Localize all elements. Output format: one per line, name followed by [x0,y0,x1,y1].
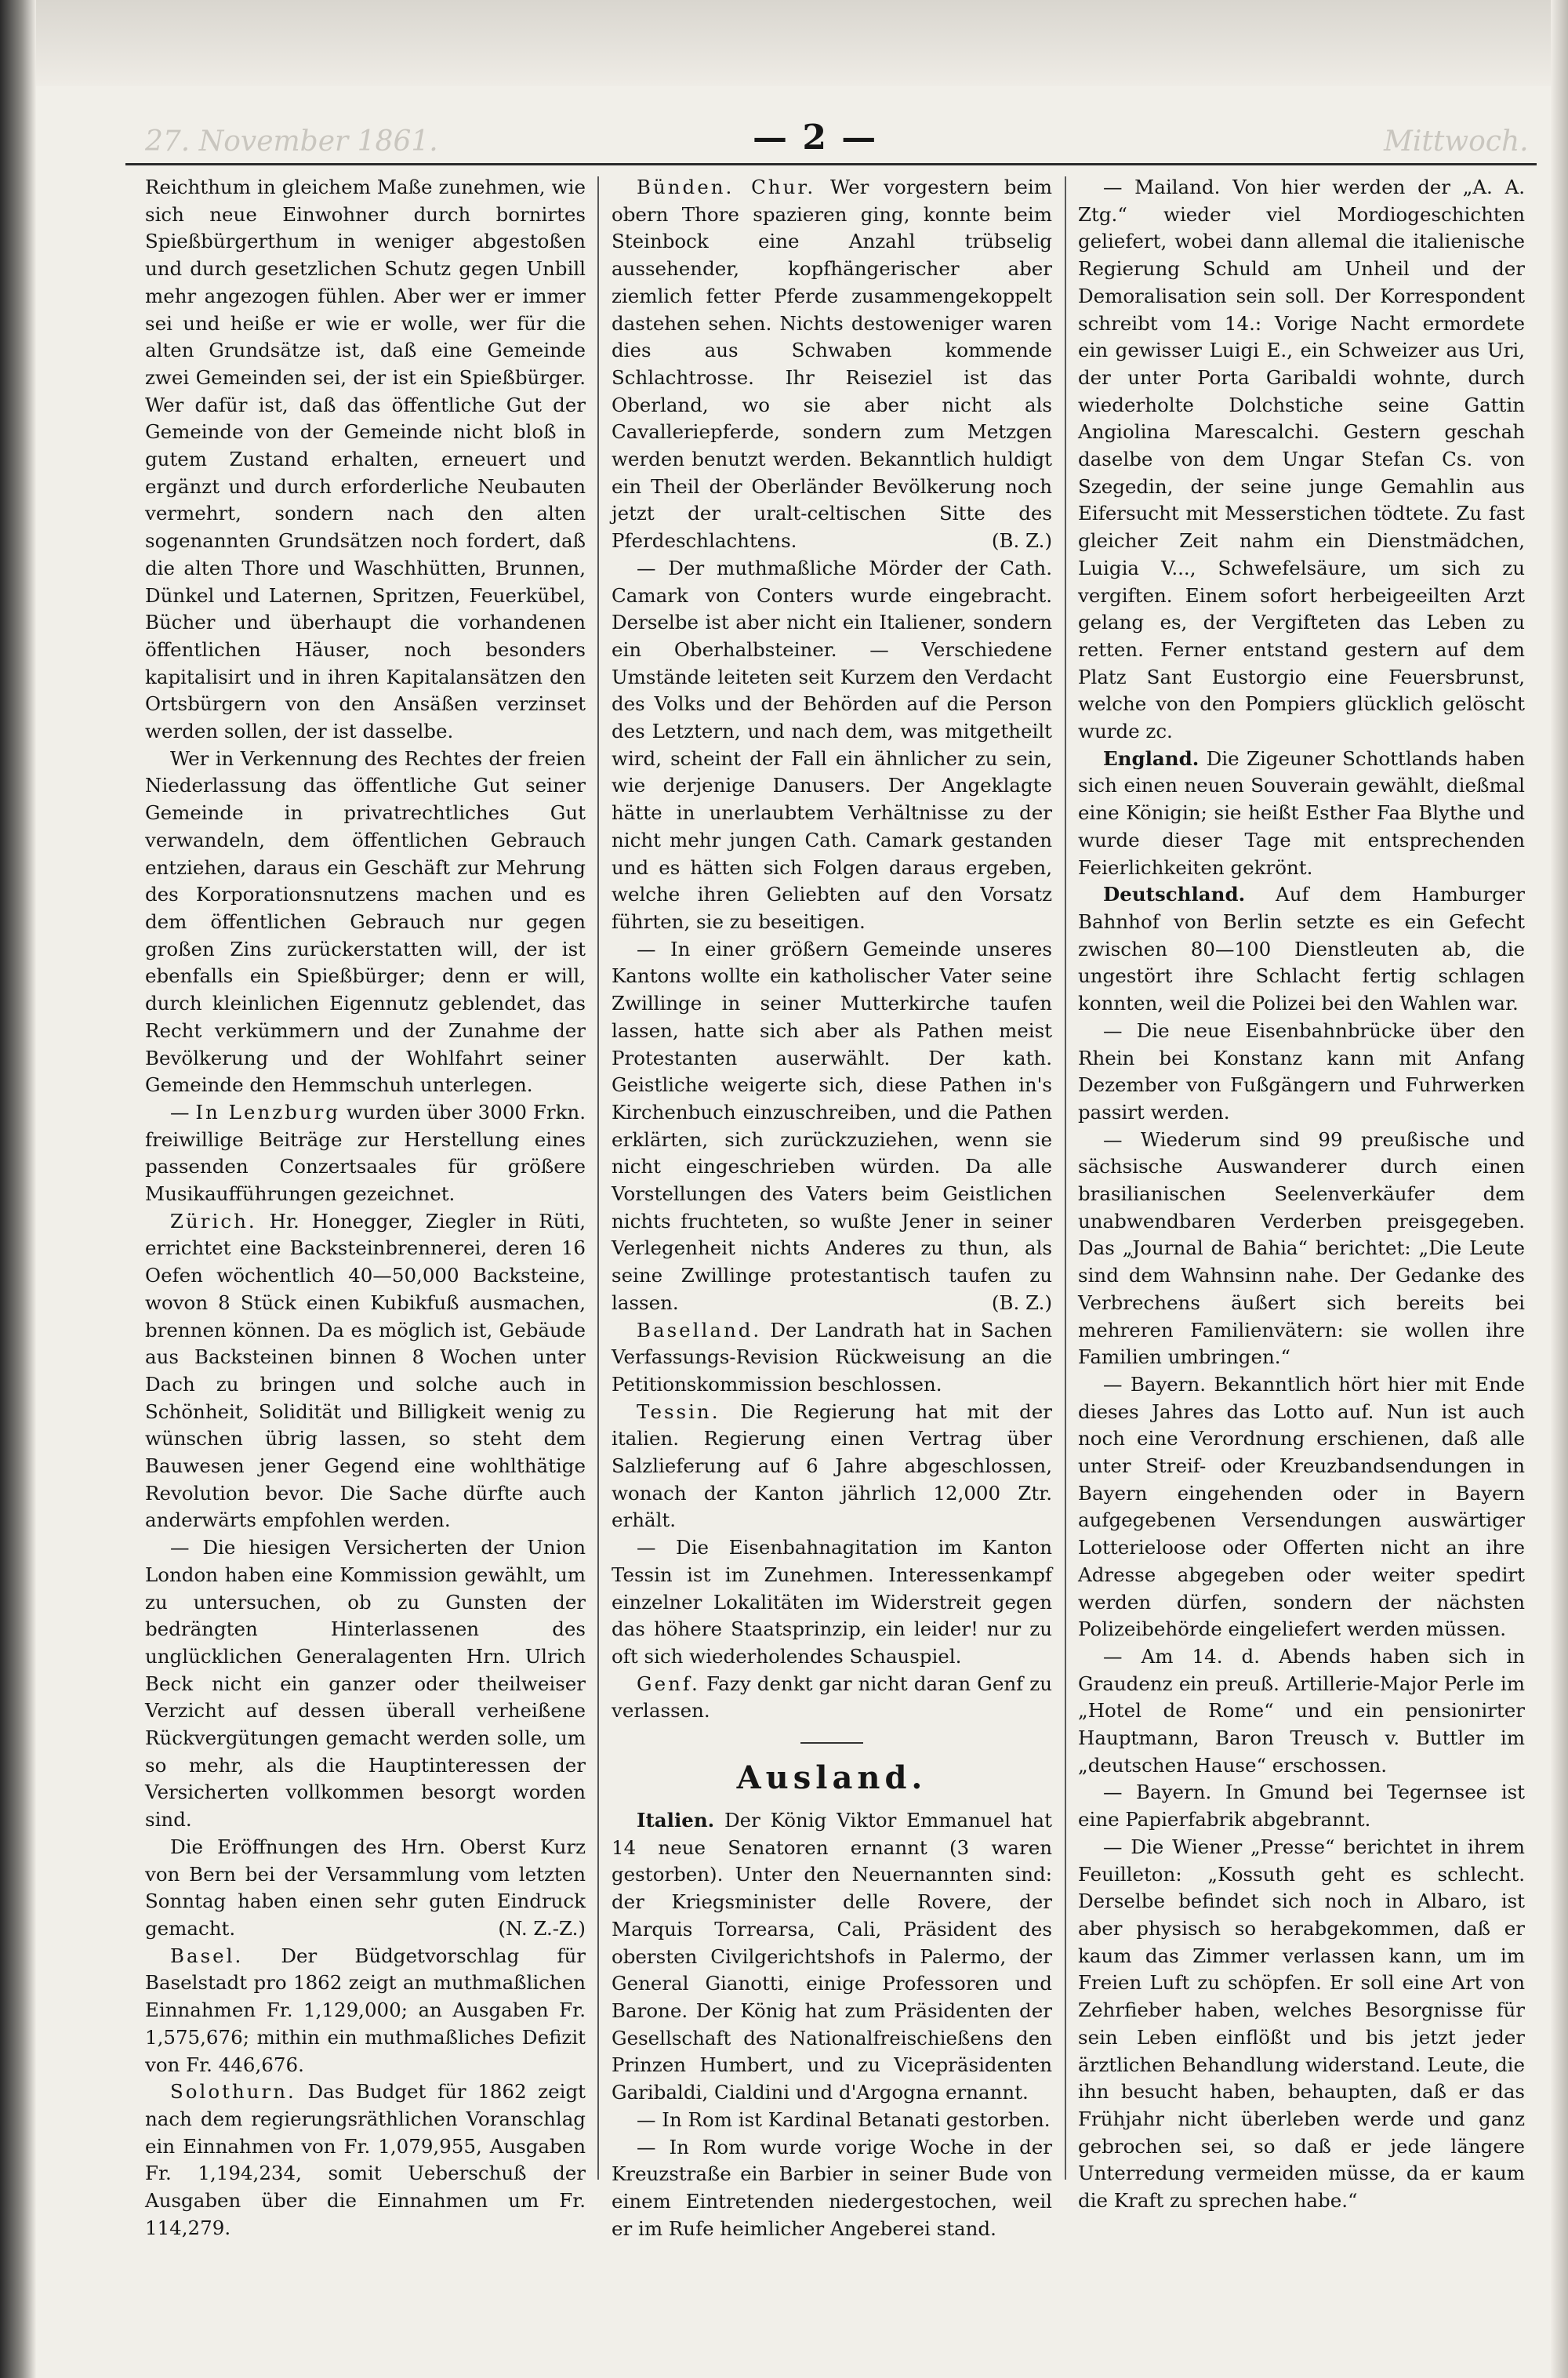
column-divider-2 [1065,176,1066,2180]
source-signature: (B. Z.) [991,1291,1052,1314]
page-number: — 2 — [753,118,878,158]
article-head: Genf. [637,1672,700,1695]
article-paragraph: — Bayern. In Gmund bei Tegernsee ist eine Papierfabrik abgebrannt. [1078,1781,1525,1832]
article-head: Baselland. [637,1318,762,1341]
bleed-through-weekday: Mittwoch. [1384,125,1529,158]
article-head: Tessin. [637,1400,720,1423]
article-paragraph: — In Lenzburg wurden über 3000 Frkn. freiwillige Beiträge zur Herstellung eines passenden Conzertsaales für größere Musikaufführungen gezeichnet. [145,1100,586,1206]
column-divider-1 [597,176,599,2180]
scan-edge-left [0,0,36,2378]
header-rule [125,163,1537,165]
article-paragraph: — Am 14. d. Abends haben sich in Graudenz ein preuß. Artillerie-Major Perle im „Hotel de Rome“ und ein pensionirter Hauptmann, Baron Treusch v. Buttler im „deutschen Hause“ erschossen. [1078,1644,1525,1777]
source-signature: (N. Z.-Z.) [498,1917,586,1940]
article-paragraph: England. Die Zigeuner Schottlands haben sich einen neuen Souverain gewählt, dießmal eine Königin; sie heißt Esther Faa Blythe und wurde dieser Tage mit entsprechenden Feierlichkeiten gekrönt. [1078,746,1525,879]
article-head: Deutschland. [1103,883,1246,906]
column-2 [612,174,1053,2240]
article-paragraph: Deutschland. Auf dem Hamburger Bahnhof von Berlin setzte es ein Gefecht zwischen 80—100 Dienstleuten ab, die ungestört ihre Schlacht fertig schlagen konnten, weil die Polizei bei den Wahlen war. [1078,883,1525,1015]
article-head: Solothurn. [170,2080,296,2104]
article-paragraph: — Die neue Eisenbahnbrücke über den Rhein bei Konstanz kann mit Anfang Dezember von Fußgängern und Fuhrwerken passirt werden. [1078,1018,1525,1124]
article-paragraph: — Mailand. Von hier werden der „A. A. Ztg.“ wieder viel Mordiogeschichten geliefert, wobei dann allemal die italienische Regierung Schuld am Unheil und der Demoralisation sein soll. Der Korrespondent schreibt vom 14.: Vorige Nacht ermordete ein gewisser Luigi E., ein Schweizer aus Uri, der unter Porta Garibaldi wohnte, durch wiederholte Dolchstiche seine Gattin Angiolina Marescalchi. Gestern geschah daselbe von dem Ungar Stefan Cs. von Szegedin, der seine junge Gemahlin aus Eifersucht mit Messerstichen tödtete. Zu fast gleicher Zeit nahm ein Dienstmädchen, Luigia V..., Schwefelsäure, um sich zu vergiften. Einem sofort herbeigeeilten Arzt gelang es, der Vergifteten das Leben zu retten. Ferner entstand gestern auf dem Platz Sant Eustorgio eine Feuersbrunst, welche von den Pompiers glücklich gelöscht wurde zc. [1078,176,1525,743]
article-paragraph: — Die hiesigen Versicherten der Union London haben eine Kommission gewählt, um zu untersuchen, ob zu Gunsten der bedrängten Hinterlassenen des unglücklichen Generalagenten Hrn. Ulrich Beck nicht ein ganzer oder theilweiser Verzicht auf dessen überall verheißene Rückvergütungen gemacht werden solle, um so mehr, als die Hauptinteressen der Versicherten vollkommen besorgt worden sind. [145,1536,586,1832]
article-paragraph: Genf. Fazy denkt gar nicht daran Genf zu verlassen. [612,1672,1052,1723]
article-paragraph: Baselland. Der Landrath hat in Sachen Verfassungs-Revision Rückweisung an die Petitionskommission beschlossen. [612,1318,1052,1396]
column-3 [1078,174,1525,2213]
article-paragraph: Wer in Verkennung des Rechtes der freien Niederlassung das öffentliche Gut seiner Gemeinde in privatrechtliches Gut verwandeln, dem öffentlichen Gebrauch entziehen, daraus ein Geschäft zur Mehrung des Korporationsnutzens machen und es dem öffentlichen Gebrauch nur gegen großen Zins zurückerstatten will, der ist ebenfalls ein Spießbürger; denn er will, durch kleinlichen Eigennutz geblendet, das Recht verkümmern und der Zunahme der Bevölkerung und der Wohlfahrt seiner Gemeinde den Hemmschuh unterlegen. [145,746,586,1097]
article-paragraph: Die Eröffnungen des Hrn. Oberst Kurz von Bern bei der Versammlung vom letzten Sonntag haben einen sehr guten Eindruck gemacht. (N. Z.-Z.) [145,1834,586,1943]
article-head: Bünden. Chur. [637,176,816,198]
article-paragraph: — In Rom ist Kardinal Betanati gestorben. [637,2108,1051,2131]
article-head: England. [1103,746,1200,770]
article-paragraph: — Der muthmaßliche Mörder der Cath. Camark von Conters wurde eingebracht. Derselbe ist aber nicht ein Italiener, sondern ein Oberhalbsteiner. — Verschiedene Umstände leiteten seit Kurzem den Verdacht des Volks und der Behörden auf die Person des Letztern, und nach dem, was mitgetheilt wird, scheint der Fall ein ähnlicher zu sein, wie derjenige Danusers. Der Angeklagte hätte in unerlaubtem Verhältnisse zu der nicht mehr jungen Cath. Camark gestanden und es hätten sich Folgen daraus ergeben, welche ihren Geliebten auf den Vorsatz führten, sie zu beseitigen. [612,556,1052,933]
article-paragraph: Reichthum in gleichem Maße zunehmen, wie sich neue Einwohner durch bornirtes Spießbürgerthum in weniger abgestoßen und durch gesetzlichen Schutz gegen Unbill mehr angezogen fühlen. Aber wer er immer sei und heiße er wie er wolle, wer für die alten Grundsätze ist, daß eine Gemeinde zwei Gemeinden sei, der ist ein Spießbürger. Wer dafür ist, daß das öffentliche Gut der Gemeinde von der Gemeinde nicht bloß in gutem Zustand erhalten, erneuert und ergänzt und durch erforderliche Neubauten vermehrt, sondern nach den alten sogenannten Grundsätzen noch fordert, daß die alten Thore und Waschhütten, Brunnen, Dünkel und Laternen, Spritzen, Feuerkübel, Bücher und überhaupt die vorhandenen öffentlichen Häuser, noch besonders kapitalisirt und in ihren Kapitalansätzen den Ortsbürgern von den Ansäßen verzinset werden sollen, der ist dasselbe. [145,176,586,743]
bleed-through-date: 27. November 1861. [145,125,438,158]
article-paragraph: — Bayern. Bekanntlich hört hier mit Ende dieses Jahres das Lotto auf. Nun ist auch noch eine Verordnung erschienen, daß alle unter Streif- oder Kreuzbandsendungen in Bayern eingehenden oder in Bayern aufgegebenen Versendungen auswärtiger Lotterieloose oder Offerten nicht an ihre Adresse abgegeben oder weiter spedirt werden dürfen, sondern der nächsten Polizeibehörde eingeliefert werden müssen. [1078,1372,1525,1641]
article-paragraph: Solothurn. Das Budget für 1862 zeigt nach dem regierungsräthlichen Voranschlag ein Einnahmen von Fr. 1,079,955, Ausgaben Fr. 1,194,234, somit Ueberschuß der Ausgaben über die Einnahmen um Fr. 114,279. [145,2080,586,2239]
article-paragraph: Basel. Der Büdgetvorschlag für Baselstadt pro 1862 zeigt an muthmaßlichen Einnahmen Fr. 1,129,000; an Ausgaben Fr. 1,575,676; mithin ein muthmaßliches Defizit von Fr. 446,676. [145,1944,586,2076]
article-paragraph: — In Rom wurde vorige Woche in der Kreuzstraße ein Barbier in seiner Bude von einem Eintretenden niedergestochen, weil er im Rufe heimlicher Angeberei stand. [612,2135,1052,2240]
article-head: Basel. [170,1944,244,1967]
scan-edge-top [0,0,1568,86]
section-divider [800,1742,863,1744]
article-head: Italien. [637,1809,715,1832]
article-head: In Lenzburg [195,1100,340,1124]
article-paragraph: — In einer größern Gemeinde unseres Kantons wollte ein katholischer Vater seine Zwillinge in seiner Mutterkirche taufen lassen, hatte sich aber als Pathen meist Protestanten auserwählt. Der kath. Geistliche weigerte sich, diese Pathen in's Kirchenbuch einzuschreiben, und die Pathen erklärten, sich zurückzuziehen, wenn sie nicht eingeschrieben würden. Da alle Vorstellungen des Vaters beim Geistlichen nichts fruchteten, so wußte Jener in seiner Verlegenheit nichts Anderes zu thun, als seine Zwillinge protestantisch taufen zu lassen. (B. Z.) [612,936,1052,1317]
source-signature: (B. Z.) [991,529,1052,553]
column-1 [145,174,586,2239]
scan-edge-right [1551,0,1568,2378]
article-paragraph: — Die Eisenbahnagitation im Kanton Tessin ist im Zunehmen. Interessenkampf einzelner Lokalitäten im Widerstreit gegen das höhere Staatsprinzip, ein leider! nur zu oft sich wiederholendes Schauspiel. [612,1536,1052,1668]
article-paragraph: — Wiederum sind 99 preußische und sächsische Auswanderer durch einen brasilianischen Seelenverkäufer dem unabwendbaren Verderben preisgegeben. Das „Journal de Bahia“ berichtet: „Die Leute sind dem Wahnsinn nahe. Der Gedanke des Verbrechens äußert sich bereits bei mehreren Familienvätern: sie wollen ihre Familien umbringen.“ [1078,1127,1525,1369]
article-head: Zürich. [170,1209,257,1233]
article-paragraph: Tessin. Die Regierung hat mit der italien. Regierung einen Vertrag über Salzlieferung auf 6 Jahre abgeschlossen, wonach der Kanton jährlich 12,000 Ztr. erhält. [612,1400,1052,1532]
article-paragraph: — Die Wiener „Presse“ berichtet in ihrem Feuilleton: „Kossuth geht es schlecht. Derselbe befindet sich noch in Albaro, ist aber physisch so herabgekommen, daß er kaum das Zimmer verlassen kann, um im Freien Luft zu schöpfen. Er soll eine Art von Zehrfieber haben, welches Besorgnisse für sein Leben einflößt und bis jetzt jeder ärztlichen Behandlung widerstand. Leute, die ihn besucht haben, behaupten, daß er das Frühjahr nicht überleben werde und ganz gebrochen sei, so daß er jede längere Unterredung vermeiden müsse, da er kaum die Kraft zu sprechen habe.“ [1078,1835,1525,2213]
article-paragraph: Bünden. Chur. Wer vorgestern beim obern Thore spazieren ging, konnte beim Steinbock eine Anzahl trübselig aussehender, kopfhängerischer aber ziemlich fetter Pferde zusammengekoppelt dastehen sehen. Nichts destoweniger waren dies aus Schwaben kommende Schlachtrosse. Ihr Reiseziel ist das Oberland, wo sie aber nicht als Cavalleriepferde, sondern zum Metzgen werden benutzt werden. Bekanntlich huldigt ein Theil der Oberländer Bevölkerung noch jetzt der uralt-celtischen Sitte des Pferdeschlachtens. (B. Z.) [612,174,1052,555]
article-paragraph: Zürich. Hr. Honegger, Ziegler in Rüti, errichtet eine Backsteinbrennerei, deren 16 Oefen wöchentlich 40—50,000 Backsteine, wovon 8 Stück einen Kubikfuß ausmachen, brennen können. Da es möglich ist, Gebäude aus Backsteinen binnen 8 Wochen unter Dach zu bringen und solche auch in Schönheit, Solidität und Billigkeit wenig zu wünschen übrig lassen, so steht dem Bauwesen jener Gegend eine wohlthätige Revolution bevor. Die Sache dürfte auch anderwärts empfohlen werden. [145,1209,586,1532]
section-title-ausland: Ausland. [736,1759,927,1797]
article-paragraph: Italien. Der König Viktor Emmanuel hat 14 neue Senatoren ernannt (3 waren gestorben). Unter den Neuernannten sind: der Kriegsminister delle Rovere, der Marquis Torrearsa, Cali, Präsident des obersten Civilgerichtshofs in Palermo, der General Gianotti, einige Professoren und Barone. Der König hat zum Präsidenten der Gesellschaft des Nationalfreischießens den Prinzen Humbert, und zu Vicepräsidenten Garibaldi, Cialdini und d'Argogna ernannt. [612,1809,1053,2104]
